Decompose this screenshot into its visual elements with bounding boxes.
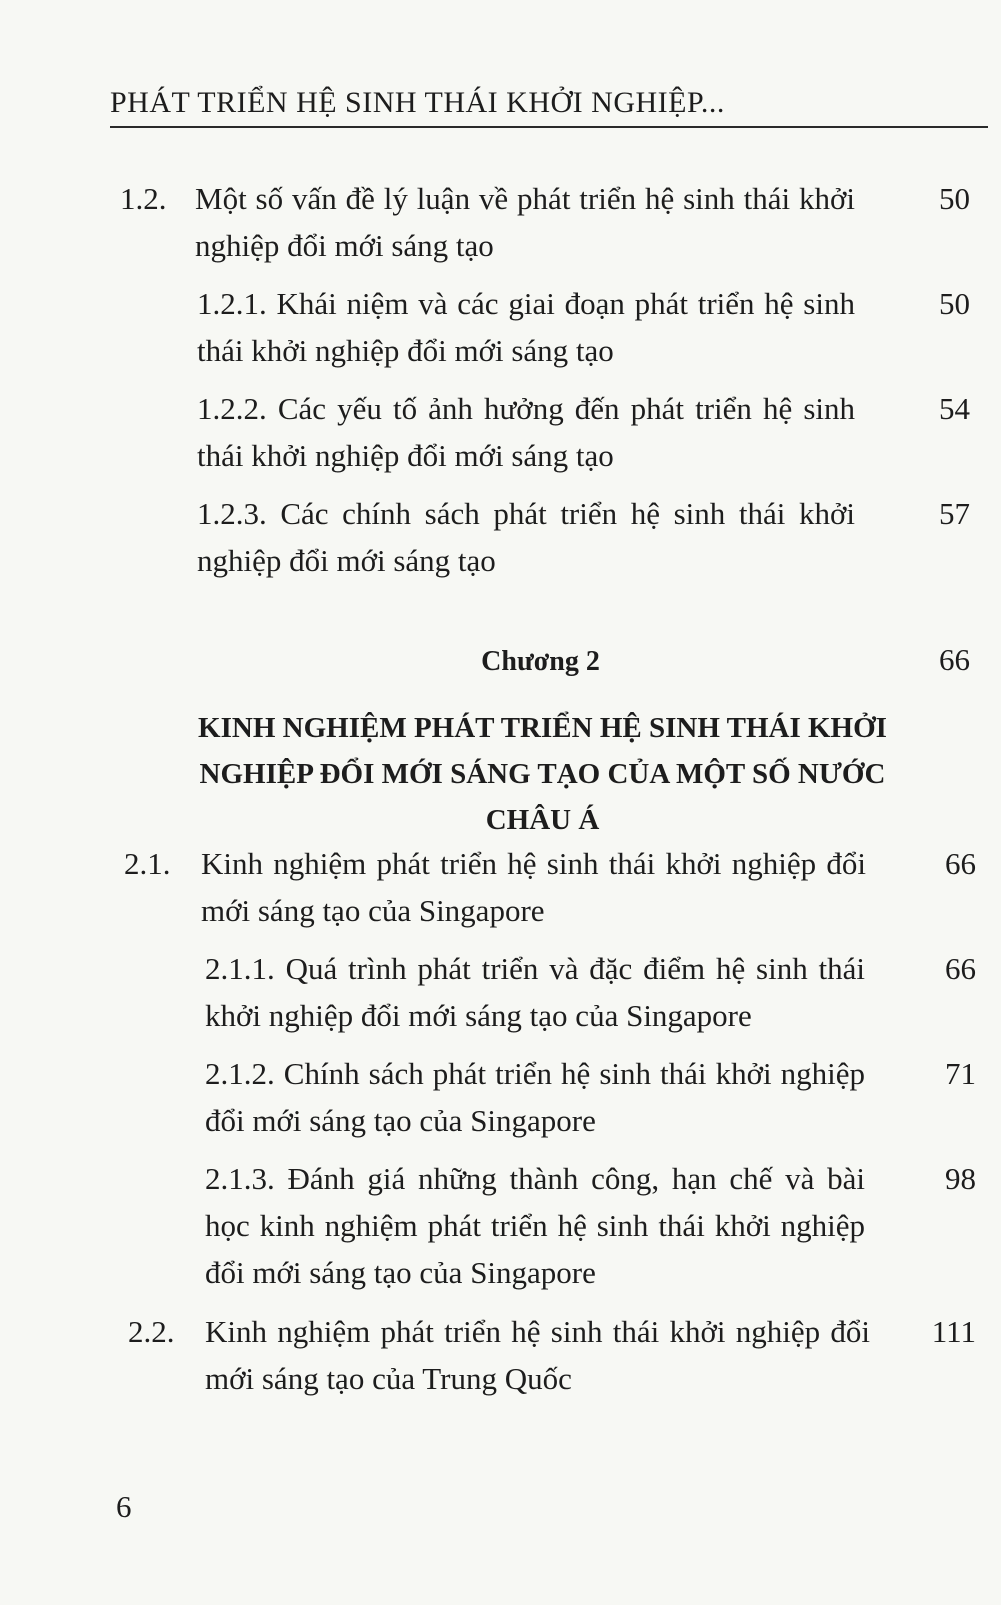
toc-entry-title: 2.1.1. Quá trình phát triển và đặc điểm hệ sinh thái khởi nghiệp đổi mới sáng tạo của Singapore <box>205 951 865 1033</box>
toc-entry-title: Một số vấn đề lý luận về phát triển hệ sinh thái khởi nghiệp đổi mới sáng tạo <box>195 181 855 263</box>
toc-entry-title: 2.1.3. Đánh giá những thành công, hạn chế và bài học kinh nghiệm phát triển hệ sinh thái khởi nghiệp đổi mới sáng tạo của Singapore <box>205 1161 865 1290</box>
toc-entry-page: 50 <box>939 286 970 321</box>
toc-entry-1-2-3 <box>120 490 980 584</box>
chapter-label: Chương 2 <box>481 646 600 677</box>
toc-entry-1-2 <box>120 175 980 269</box>
toc-entry-title: Kinh nghiệm phát triển hệ sinh thái khởi nghiệp đổi mới sáng tạo của Singapore <box>201 846 866 928</box>
toc-entry-2-1-3 <box>124 1155 984 1296</box>
header-rule <box>110 126 988 128</box>
toc-entry-page: 111 <box>931 1314 976 1349</box>
toc-entry-number: 2.1. <box>124 846 171 881</box>
toc-entry-title: 1.2.1. Khái niệm và các giai đoạn phát triển hệ sinh thái khởi nghiệp đổi mới sáng tạo <box>197 286 855 368</box>
toc-entry-2-1-1 <box>124 945 984 1039</box>
toc-entry-title: 1.2.3. Các chính sách phát triển hệ sinh thái khởi nghiệp đổi mới sáng tạo <box>197 496 855 578</box>
toc-entry-1-2-2 <box>120 385 980 479</box>
chapter-page-ref <box>890 636 980 683</box>
toc-entry-number: 1.2. <box>120 181 167 216</box>
toc-entry-title: 2.1.2. Chính sách phát triển hệ sinh thái khởi nghiệp đổi mới sáng tạo của Singapore <box>205 1056 865 1138</box>
toc-entry-2-1-2 <box>124 1050 984 1144</box>
toc-entry-page: 54 <box>939 391 970 426</box>
page-number: 6 <box>116 1489 132 1524</box>
chapter-title: KINH NGHIỆM PHÁT TRIỂN HỆ SINH THÁI KHỞI NGHIỆP ĐỔI MỚI SÁNG TẠO CỦA MỘT SỐ NƯỚC CHÂU Á <box>198 712 887 836</box>
toc-entry-title: Kinh nghiệm phát triển hệ sinh thái khởi nghiệp đổi mới sáng tạo của Trung Quốc <box>205 1314 870 1396</box>
toc-entry-page: 98 <box>945 1161 976 1196</box>
toc-entry-number: 2.2. <box>128 1314 175 1349</box>
toc-entry-page: 71 <box>945 1056 976 1091</box>
toc-entry-2-2 <box>128 1308 984 1402</box>
toc-entry-page: 66 <box>945 951 976 986</box>
toc-entry-page: 66 <box>939 642 970 677</box>
toc-entry-page: 50 <box>939 181 970 216</box>
toc-entry-1-2-1 <box>120 280 980 374</box>
running-header: PHÁT TRIỂN HỆ SINH THÁI KHỞI NGHIỆP... <box>110 86 725 119</box>
toc-entry-page: 66 <box>945 846 976 881</box>
toc-entry-title: 1.2.2. Các yếu tố ảnh hưởng đến phát triển hệ sinh thái khởi nghiệp đổi mới sáng tạo <box>197 391 855 473</box>
toc-entry-2-1 <box>124 840 984 934</box>
toc-entry-page: 57 <box>939 496 970 531</box>
